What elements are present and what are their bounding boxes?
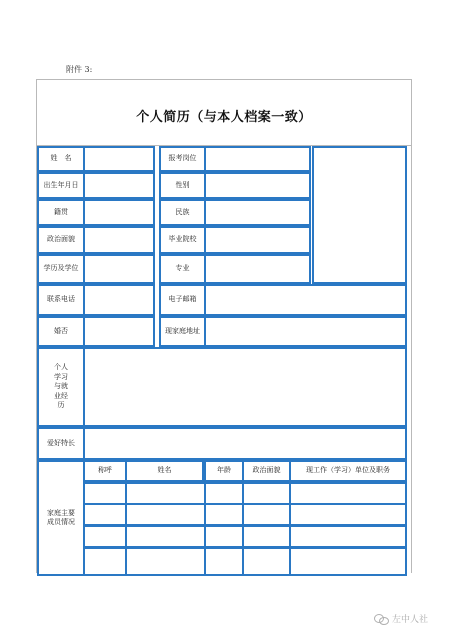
family-cell-r4-c4[interactable]	[242, 547, 291, 576]
wechat-icon	[374, 614, 388, 624]
input-major[interactable]	[204, 254, 311, 284]
label-political-status: 政治面貌	[37, 226, 85, 254]
family-cell-r2-c4[interactable]	[242, 503, 291, 526]
family-cell-r2-c3[interactable]	[204, 503, 244, 526]
input-native-place[interactable]	[83, 199, 155, 226]
family-cell-r1-c4[interactable]	[242, 482, 291, 505]
label-gender: 性别	[159, 172, 206, 199]
label-email: 电子邮箱	[159, 284, 206, 316]
input-marital[interactable]	[83, 316, 155, 347]
input-experience[interactable]	[83, 347, 407, 427]
family-header-political: 政治面貌	[242, 460, 291, 482]
label-family	[37, 460, 85, 576]
input-school[interactable]	[204, 226, 311, 254]
family-cell-r4-c2[interactable]	[125, 547, 206, 576]
family-label-text: 家庭主要成员情况	[47, 508, 75, 526]
input-address[interactable]	[204, 316, 407, 347]
family-cell-r4-c5[interactable]	[289, 547, 407, 576]
family-cell-r1-c3[interactable]	[204, 482, 244, 505]
family-cell-r2-c5[interactable]	[289, 503, 407, 526]
family-cell-r2-c2[interactable]	[125, 503, 206, 526]
input-position[interactable]	[204, 146, 311, 172]
label-marital: 婚否	[37, 316, 85, 347]
input-email[interactable]	[204, 284, 407, 316]
input-political-status[interactable]	[83, 226, 155, 254]
label-school: 毕业院校	[159, 226, 206, 254]
family-cell-r3-c1[interactable]	[83, 525, 127, 548]
family-cell-r1-c2[interactable]	[125, 482, 206, 505]
input-phone[interactable]	[83, 284, 155, 316]
label-major: 专业	[159, 254, 206, 284]
watermark-text: 左中人社	[392, 615, 429, 625]
family-cell-r3-c5[interactable]	[289, 525, 407, 548]
label-name: 姓 名	[37, 146, 85, 172]
attachment-label: 附件 3:	[66, 65, 93, 74]
label-hobbies: 爱好特长	[37, 427, 85, 460]
label-ethnicity: 民族	[159, 199, 206, 226]
label-education: 学历及学位	[37, 254, 85, 284]
label-experience	[37, 347, 85, 427]
input-education[interactable]	[83, 254, 155, 284]
watermark	[374, 612, 428, 625]
label-native-place: 籍贯	[37, 199, 85, 226]
family-cell-r3-c3[interactable]	[204, 525, 244, 548]
family-cell-r3-c4[interactable]	[242, 525, 291, 548]
family-header-relation: 称呼	[83, 460, 127, 482]
title-box	[37, 80, 411, 146]
document-title: 个人简历（与本人档案一致）	[136, 110, 312, 125]
family-header-work: 现工作（学习）单位及职务	[289, 460, 407, 482]
label-phone: 联系电话	[37, 284, 85, 316]
photo-box[interactable]	[312, 146, 407, 284]
experience-label-text: 个人 学习 与就 业经 历	[54, 363, 68, 410]
input-name[interactable]	[83, 146, 155, 172]
label-position: 报考岗位	[159, 146, 206, 172]
family-header-name: 姓名	[125, 460, 204, 482]
family-cell-r3-c2[interactable]	[125, 525, 206, 548]
family-cell-r4-c3[interactable]	[204, 547, 244, 576]
input-hobbies[interactable]	[83, 427, 407, 460]
input-birth[interactable]	[83, 172, 155, 199]
input-gender[interactable]	[204, 172, 311, 199]
family-header-age: 年龄	[204, 460, 244, 482]
input-ethnicity[interactable]	[204, 199, 311, 226]
family-cell-r1-c5[interactable]	[289, 482, 407, 505]
label-address: 现家庭地址	[159, 316, 206, 347]
family-cell-r2-c1[interactable]	[83, 503, 127, 526]
family-cell-r1-c1[interactable]	[83, 482, 127, 505]
label-birth: 出生年月日	[37, 172, 85, 199]
family-cell-r4-c1[interactable]	[83, 547, 127, 576]
